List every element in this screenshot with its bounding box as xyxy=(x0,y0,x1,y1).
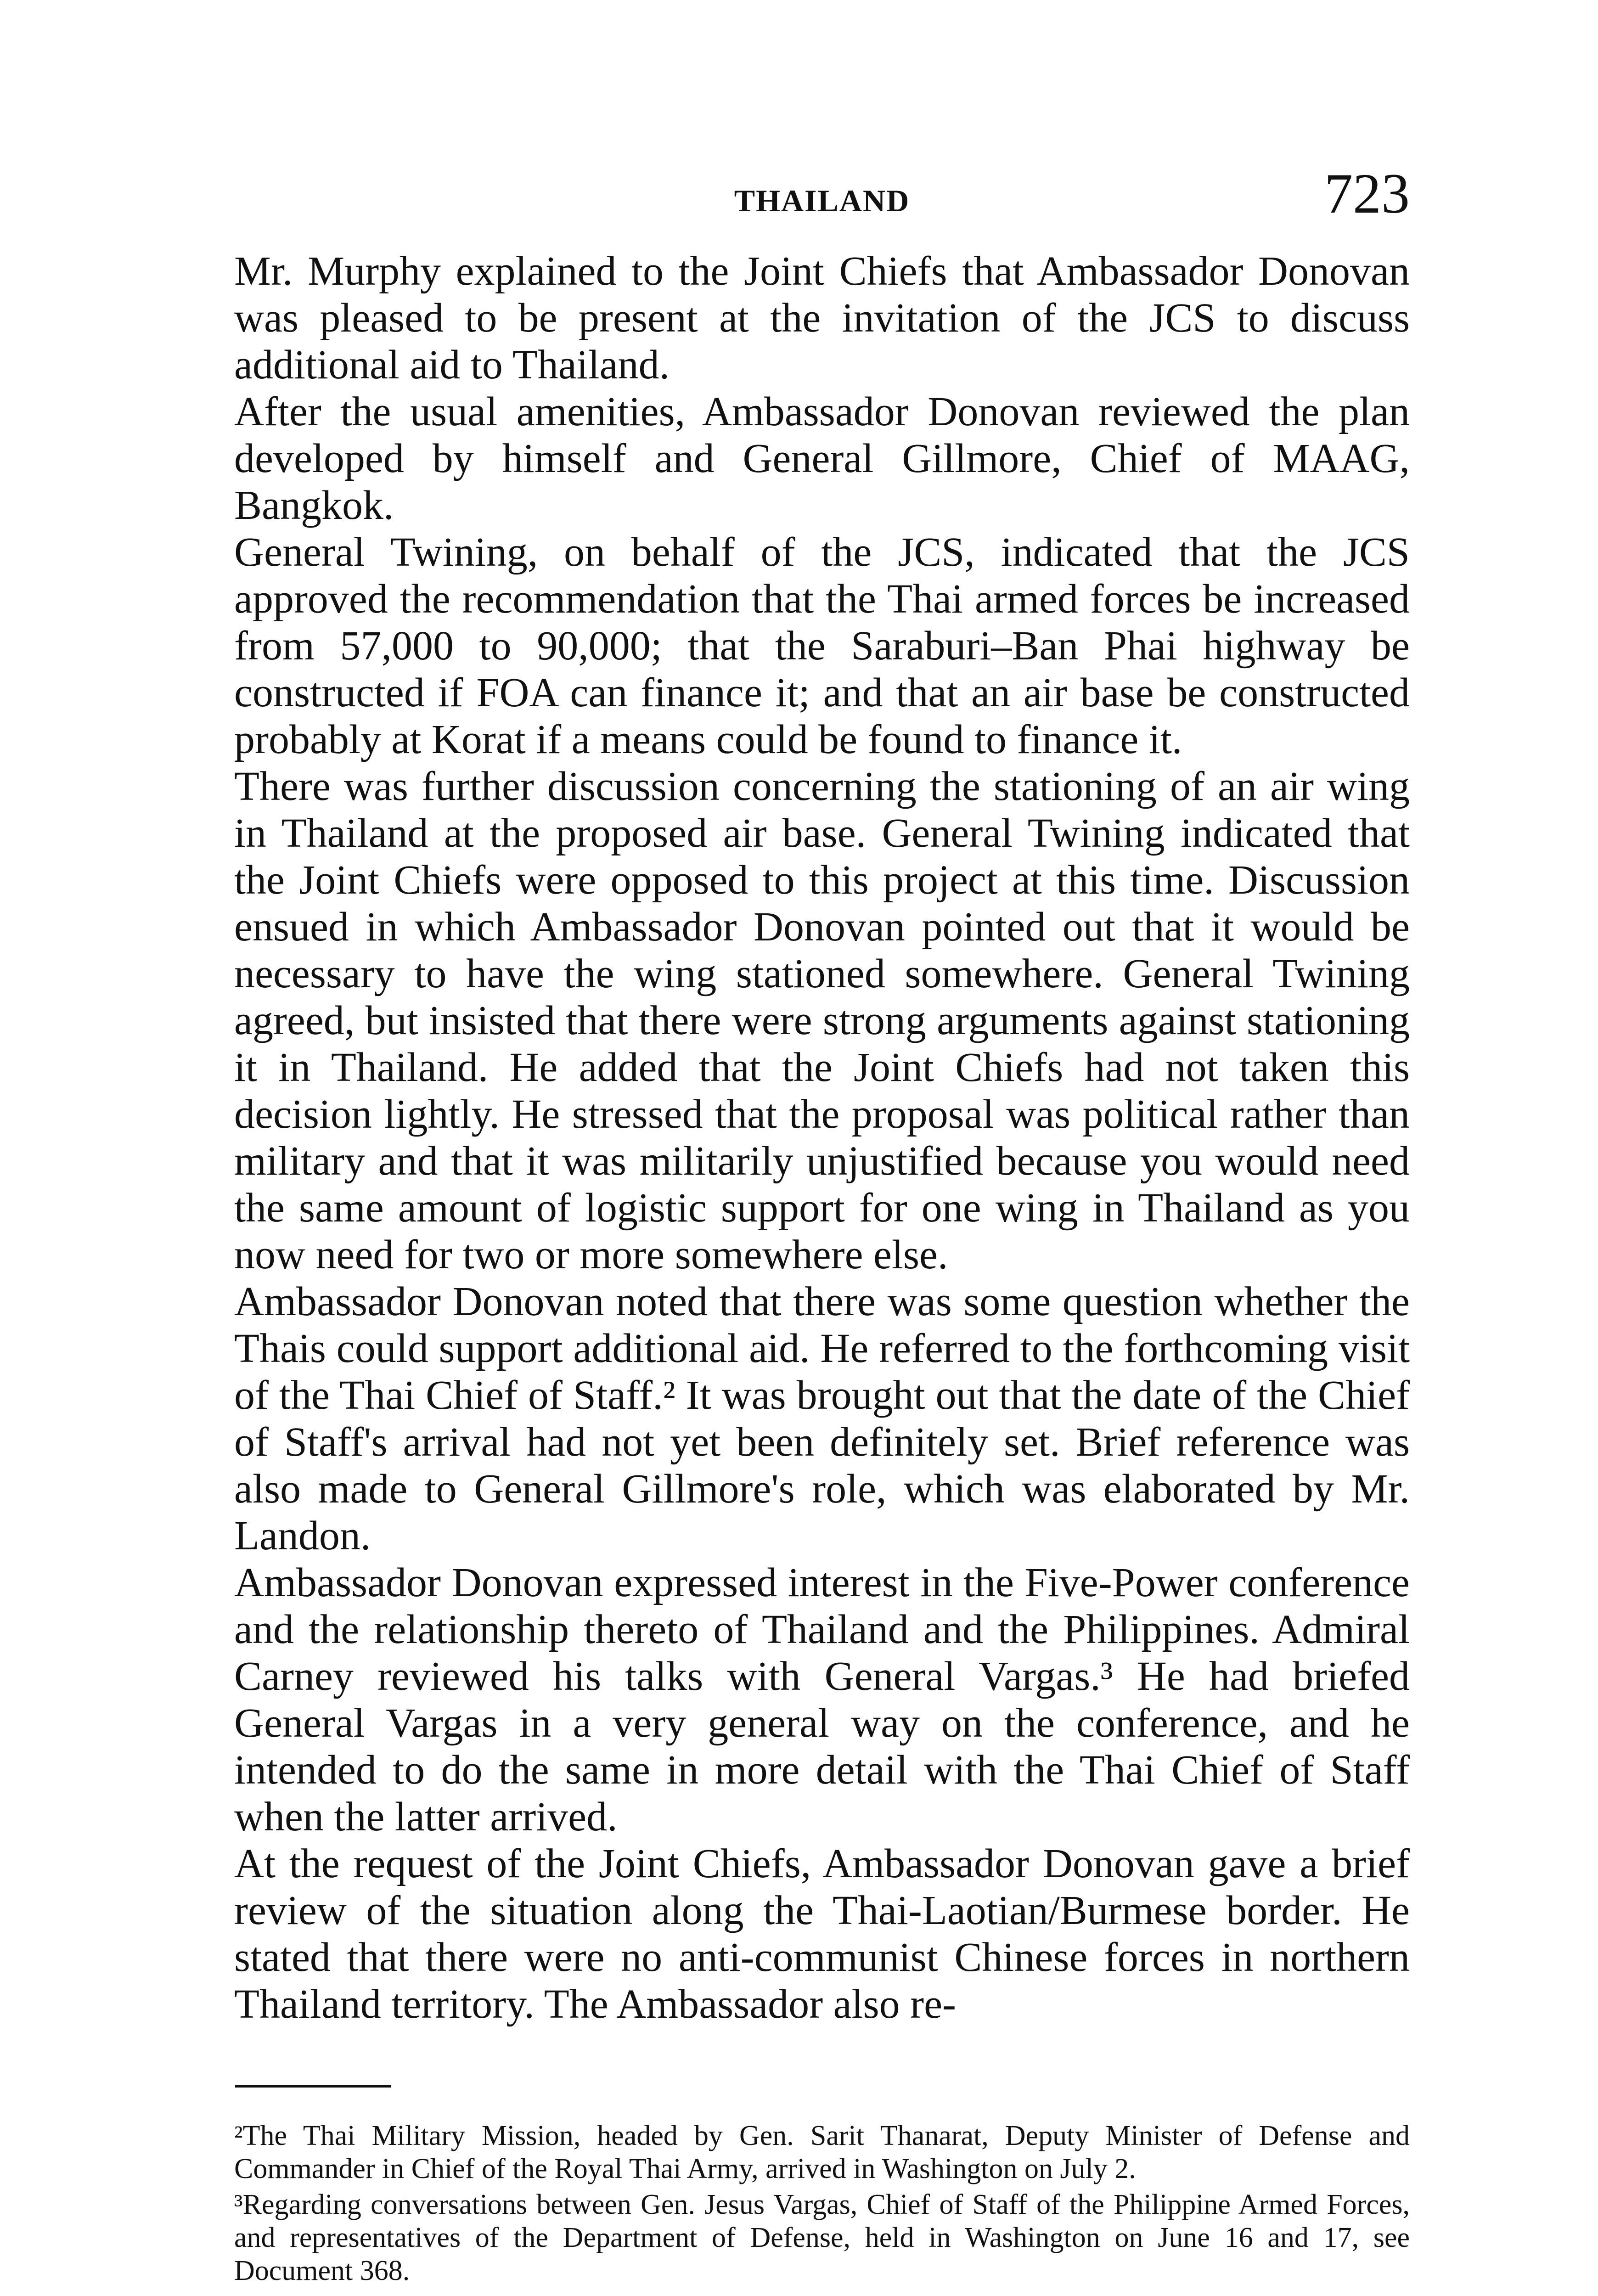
page-number: 723 xyxy=(1324,162,1410,225)
footnote: ³Regarding conversations between Gen. Jesus Vargas, Chief of Staff of the Philippine Armed Forces, and representatives of the Department of Defense, held in Washington on June 16 and 17, see Document 368. xyxy=(234,2189,1410,2286)
running-header xyxy=(234,162,1410,230)
paragraph: Ambassador Donovan expressed interest in the Five-Power conference and the relationship thereto of Thailand and the Philippines. Admiral Carney reviewed his talks with General Vargas.³ He had briefed General Vargas in a very general way on the conference, and he intended to do the same in more detail with the Thai Chief of Staff when the latter arrived. xyxy=(234,1560,1410,1840)
paragraph: General Twining, on behalf of the JCS, indicated that the JCS approved the recommendation that the Thai armed forces be increased from 57,000 to 90,000; that the Saraburi–Ban Phai highway be constructed if FOA can finance it; and that an air base be constructed probably at Korat if a means could be found to finance it. xyxy=(234,529,1410,762)
footnotes xyxy=(234,2119,1410,2290)
footnote-divider xyxy=(235,2085,391,2088)
paragraph: Mr. Murphy explained to the Joint Chiefs that Ambassador Donovan was pleased to be present at the invitation of the JCS to discuss additional aid to Thailand. xyxy=(234,248,1410,388)
footnote: ²The Thai Military Mission, headed by Gen. Sarit Thanarat, Deputy Minister of Defense and Commander in Chief of the Royal Thai Army, arrived in Washington on July 2. xyxy=(234,2120,1410,2184)
header-title: THAILAND xyxy=(734,183,910,218)
body-text xyxy=(234,248,1410,2028)
paragraph: After the usual amenities, Ambassador Donovan reviewed the plan developed by himself and General Gillmore, Chief of MAAG, Bangkok. xyxy=(234,389,1410,528)
paragraph: Ambassador Donovan noted that there was some question whether the Thais could support additional aid. He referred to the forthcoming visit of the Thai Chief of Staff.² It was brought out that the date of the Chief of Staff's arrival had not yet been definitely set. Brief reference was also made to General Gillmore's role, which was elaborated by Mr. Landon. xyxy=(234,1279,1410,1559)
paragraph: At the request of the Joint Chiefs, Ambassador Donovan gave a brief review of the situation along the Thai-Laotian/Burmese border. He stated that there were no anti-communist Chinese forces in northern Thailand territory. The Ambassador also re- xyxy=(234,1841,1410,2027)
paragraph: There was further discussion concerning the stationing of an air wing in Thailand at the proposed air base. General Twining indicated that the Joint Chiefs were opposed to this project at this time. Discussion ensued in which Ambassador Donovan pointed out that it would be necessary to have the wing stationed somewhere. General Twining agreed, but insisted that there were strong arguments against stationing it in Thailand. He added that the Joint Chiefs had not taken this decision lightly. He stressed that the proposal was political rather than military and that it was militarily unjustified because you would need the same amount of logistic support for one wing in Thailand as you now need for two or more somewhere else. xyxy=(234,764,1410,1277)
